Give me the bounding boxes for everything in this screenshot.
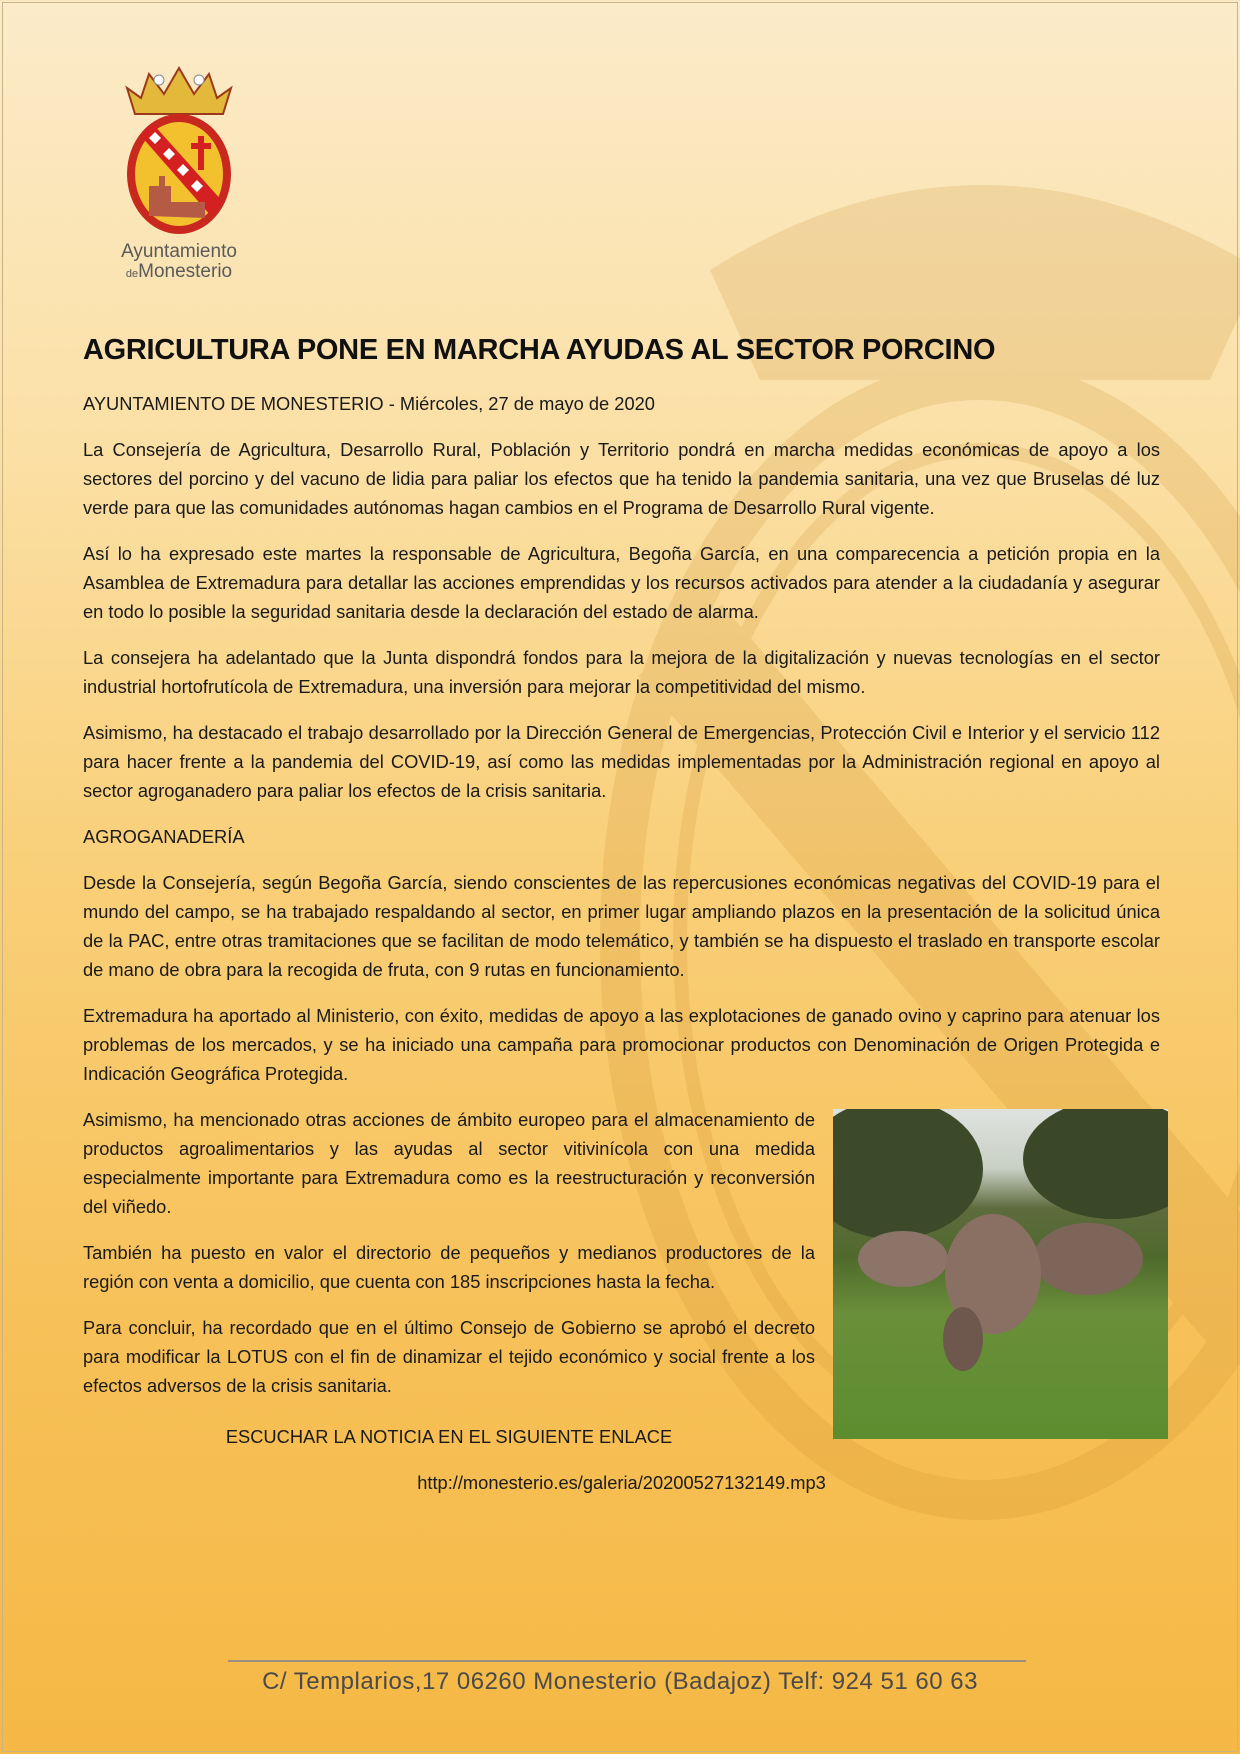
audio-link[interactable]: http://monesterio.es/galeria/20200527132149.mp3 <box>417 1472 826 1493</box>
article <box>83 334 1160 1514</box>
paragraph: Extremadura ha aportado al Ministerio, con éxito, medidas de apoyo a las explotaciones de ganado ovino y caprino para atenuar los problemas de los mercados, y se ha iniciado una campaña para promocionar productos con Denominación de Origen Protegida e Indicación Geográfica Protegida. <box>83 1005 1160 1084</box>
municipal-logo <box>108 66 250 284</box>
footer-address: C/ Templarios,17 06260 Monesterio (Badajoz) Telf: 924 51 60 63 <box>262 1668 978 1695</box>
section-heading: AGROGANADERÍA <box>83 826 245 847</box>
logo-line-2: Monesterio <box>138 261 233 282</box>
paragraph: También ha puesto en valor el directorio de pequeños y medianos productores de la región con venta a domicilio, que cuenta con 185 inscripciones hasta la fecha. <box>83 1242 815 1292</box>
listen-label: ESCUCHAR LA NOTICIA EN EL SIGUIENTE ENLACE <box>225 1426 673 1447</box>
paragraph: Asimismo, ha destacado el trabajo desarrollado por la Dirección General de Emergencias, Protección Civil e Interior y el servicio 112 para hacer frente a la pandemia del COVID-19, así como las medidas implementadas por la Administración regional en apoyo al sector agroganadero para paliar los efectos de la crisis sanitaria. <box>83 722 1160 801</box>
footer-divider <box>228 1660 1026 1662</box>
paragraph: Asimismo, ha mencionado otras acciones de ámbito europeo para el almacenamiento de productos agroalimentarios y las ayudas al sector vitivinícola con una medida especialmente importante para Extremadura como es la reestructuración y reconversión del viñedo. <box>83 1109 815 1217</box>
article-title: AGRICULTURA PONE EN MARCHA AYUDAS AL SECTOR PORCINO <box>83 334 996 366</box>
coat-of-arms-icon <box>119 66 239 236</box>
dateline: AYUNTAMIENTO DE MONESTERIO - Miércoles, 27 de mayo de 2020 <box>83 393 655 414</box>
pigs-photo <box>833 1109 1168 1439</box>
paragraph: Para concluir, ha recordado que en el último Consejo de Gobierno se aprobó el decreto para modificar la LOTUS con el fin de dinamizar el tejido económico y social frente a los efectos adversos de la crisis sanitaria. <box>83 1317 815 1396</box>
paragraph: La consejera ha adelantado que la Junta dispondrá fondos para la mejora de la digitalización y nuevas tecnologías en el sector industrial hortofrutícola de Extremadura, una inversión para mejorar la competitividad del mismo. <box>83 647 1160 697</box>
logo-line-1: Ayuntamiento <box>121 241 237 262</box>
paragraph: La Consejería de Agricultura, Desarrollo Rural, Población y Territorio pondrá en marcha medidas económicas de apoyo a los sectores del porcino y del vacuno de lidia para paliar los efectos que ha tenido la pandemia sanitaria, una vez que Bruselas dé luz verde para que las comunidades autónomas hagan cambios en el Programa de Desarrollo Rural vigente. <box>83 439 1160 518</box>
paragraph: Desde la Consejería, según Begoña García, siendo conscientes de las repercusiones económicas negativas del COVID-19 para el mundo del campo, se ha trabajado respaldando al sector, en primer lugar ampliando plazos en la presentación de la solicitud única de la PAC, entre otras tramitaciones que se facilitan de modo telemático, y también se ha dispuesto el traslado en transporte escolar de mano de obra para la recogida de fruta, con 9 rutas en funcionamiento. <box>83 872 1160 980</box>
logo-line-2-small: de <box>125 268 139 280</box>
paragraph: Así lo ha expresado este martes la responsable de Agricultura, Begoña García, en una comparecencia a petición propia en la Asamblea de Extremadura para detallar las acciones emprendidas y los recursos activados para atender a la ciudadanía y asegurar en todo lo posible la seguridad sanitaria desde la declaración del estado de alarma. <box>83 543 1160 622</box>
